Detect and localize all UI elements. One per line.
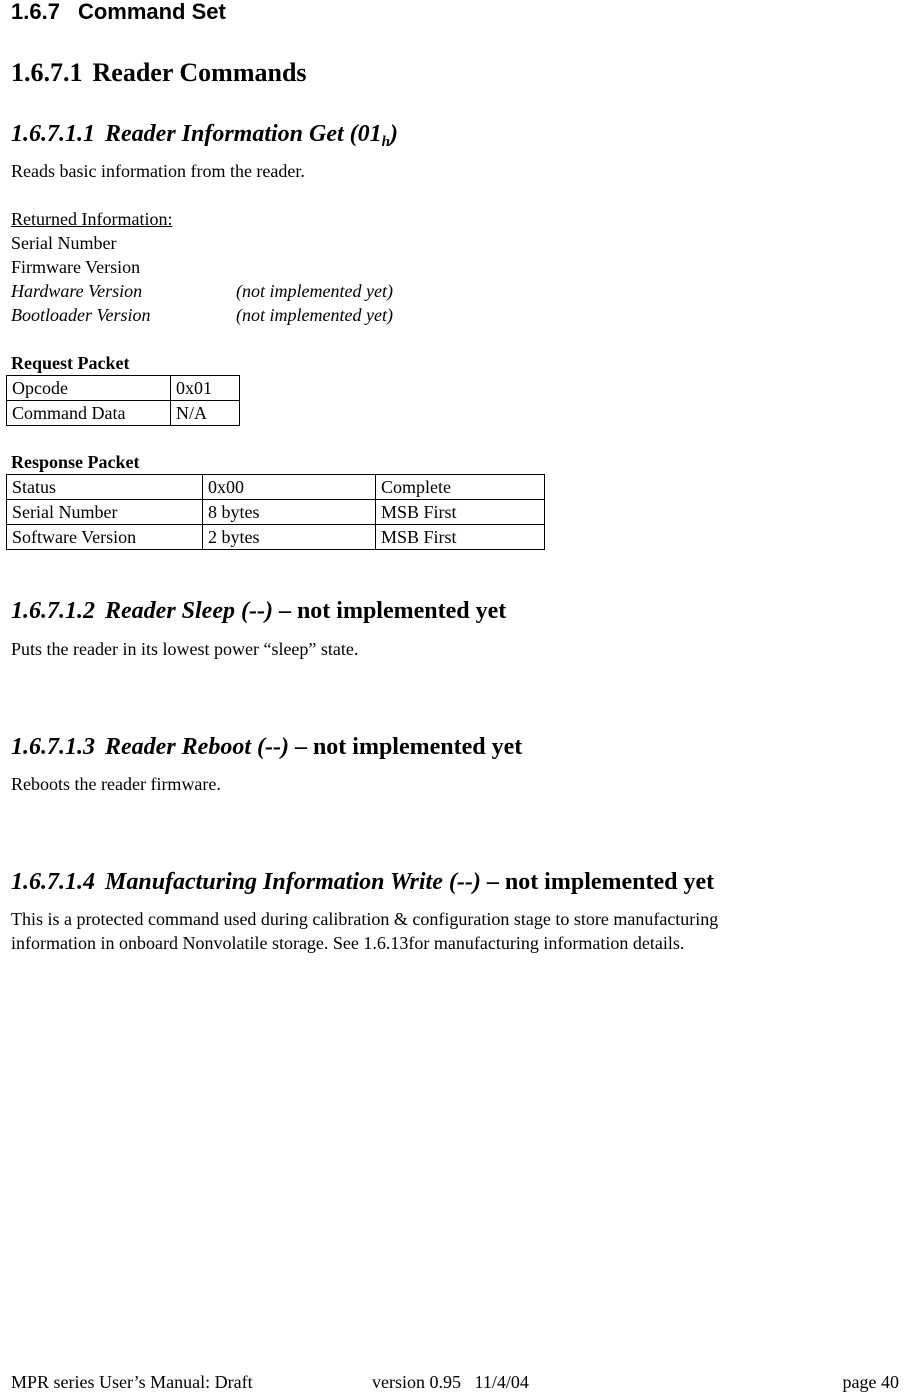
reboot-suffix: – not implemented yet (288, 734, 523, 760)
returned-info-label: Returned Information: (11, 209, 173, 229)
info-get-title: Reader Information Get (01 (105, 121, 382, 147)
mfg-write-number: 1.6.7.1.4 (11, 869, 95, 895)
mfg-write-suffix: – not implemented yet (480, 869, 715, 895)
info-get-title-end: ) (390, 121, 399, 147)
table-cell: MSB First (376, 500, 545, 525)
info-get-heading (11, 121, 398, 148)
sleep-description: Puts the reader in its lowest power “sleep” state. (11, 639, 359, 659)
footer-manual-title: MPR series User’s Manual: Draft (11, 1372, 253, 1392)
table-cell: 0x00 (203, 475, 376, 500)
table-cell: 8 bytes (203, 500, 376, 525)
table-cell: Complete (376, 475, 545, 500)
table-row (7, 401, 240, 426)
mfg-write-description-line2: information in onboard Nonvolatile storage. See 1.6.13for manufacturing information details. (11, 933, 685, 953)
table-cell: 2 bytes (203, 525, 376, 550)
subsection-title: Reader Commands (92, 58, 307, 87)
sleep-suffix: – not implemented yet (272, 598, 507, 624)
table-cell: MSB First (376, 525, 545, 550)
returned-item-serial: Serial Number (11, 233, 117, 253)
table-row (7, 376, 240, 401)
subsection-number: 1.6.7.1 (11, 58, 83, 87)
table-row (7, 525, 545, 550)
section-heading (11, 0, 226, 25)
response-packet-label: Response Packet (11, 452, 140, 472)
table-row (7, 500, 545, 525)
table-cell: 0x01 (171, 376, 240, 401)
info-get-number: 1.6.7.1.1 (11, 121, 95, 147)
reboot-heading (11, 734, 522, 761)
returned-item-hardware-note: (not implemented yet) (236, 281, 393, 301)
returned-item-hardware: Hardware Version (11, 281, 143, 301)
mfg-write-heading (11, 869, 714, 896)
section-title: Command Set (77, 0, 226, 24)
table-cell: Serial Number (7, 500, 203, 525)
returned-item-bootloader: Bootloader Version (11, 305, 151, 325)
mfg-write-description-line1: This is a protected command used during calibration & configuration stage to store manufacturing (11, 909, 719, 929)
section-number: 1.6.7 (11, 0, 60, 24)
request-packet-table (6, 375, 240, 426)
footer-page-number: page 40 (842, 1372, 899, 1392)
reboot-title: Reader Reboot (--) (105, 734, 289, 760)
table-cell: Opcode (7, 376, 171, 401)
info-get-description: Reads basic information from the reader. (11, 161, 305, 181)
reboot-number: 1.6.7.1.3 (11, 734, 95, 760)
table-cell: Command Data (7, 401, 171, 426)
request-packet-label: Request Packet (11, 353, 130, 373)
mfg-write-title: Manufacturing Information Write (--) (105, 869, 481, 895)
response-packet-table (6, 474, 545, 550)
returned-item-firmware: Firmware Version (11, 257, 141, 277)
table-cell: Status (7, 475, 203, 500)
table-cell: N/A (171, 401, 240, 426)
sleep-number: 1.6.7.1.2 (11, 598, 95, 624)
subsection-heading (11, 58, 307, 88)
footer-version: version 0.95 11/4/04 (372, 1372, 529, 1392)
table-cell: Software Version (7, 525, 203, 550)
returned-item-bootloader-note: (not implemented yet) (236, 305, 393, 325)
reboot-description: Reboots the reader firmware. (11, 774, 221, 794)
sleep-title: Reader Sleep (--) (105, 598, 273, 624)
info-get-title-sub: h (381, 134, 391, 150)
table-row (7, 475, 545, 500)
sleep-heading (11, 598, 506, 625)
